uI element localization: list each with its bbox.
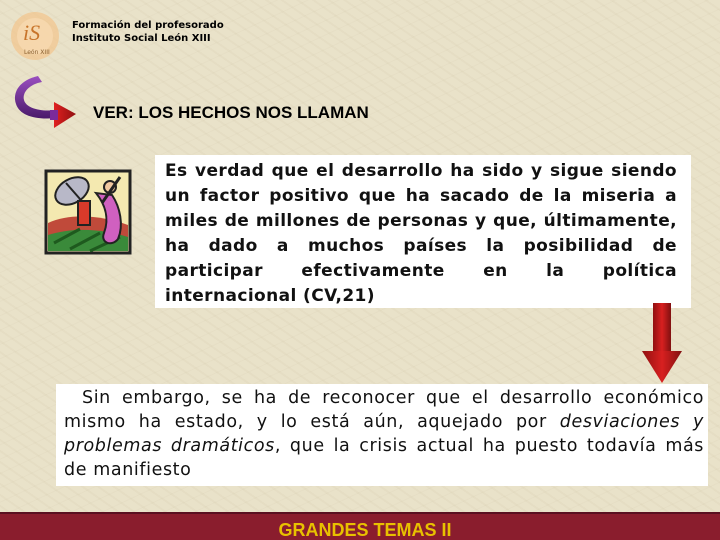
- header-line-2: Instituto Social León XIII: [72, 33, 211, 44]
- satellite-dish-clipart-icon: [40, 163, 136, 259]
- school-logo-icon: [6, 10, 64, 62]
- header-line-1: Formación del profesorado: [72, 20, 224, 31]
- second-text-part-2: , que la crisis actual ha puesto todavía más de manifiesto: [64, 436, 705, 480]
- second-text-part-1: Sin embargo, se ha de reconocer que el desarrollo económico mismo ha estado, y lo está aún, aquejado por: [64, 388, 704, 432]
- quote-box: [155, 155, 691, 308]
- footer-label: [254, 518, 476, 540]
- page-title: VER: LOS HECHOS NOS LLAMAN: [93, 103, 369, 122]
- svg-text:León XIII: León XIII: [24, 49, 50, 56]
- second-text-box: [56, 384, 708, 486]
- down-arrow-icon: [640, 303, 684, 385]
- curved-arrow-icon: [10, 72, 96, 132]
- institution-header: [72, 19, 224, 45]
- quote-text: Es verdad que el desarrollo ha sido y sigue siendo un factor positivo que ha sacado de la miseria a miles de millones de personas y que, últimamente, ha dado a muchos países la posibilidad de participar efectivamente en la política internacional (CV,21): [165, 161, 677, 306]
- second-text-emphasis: desviaciones y problemas dramáticos: [64, 412, 704, 456]
- svg-text:iS: iS: [23, 20, 41, 45]
- footer-label-text: GRANDES TEMAS II: [278, 520, 452, 540]
